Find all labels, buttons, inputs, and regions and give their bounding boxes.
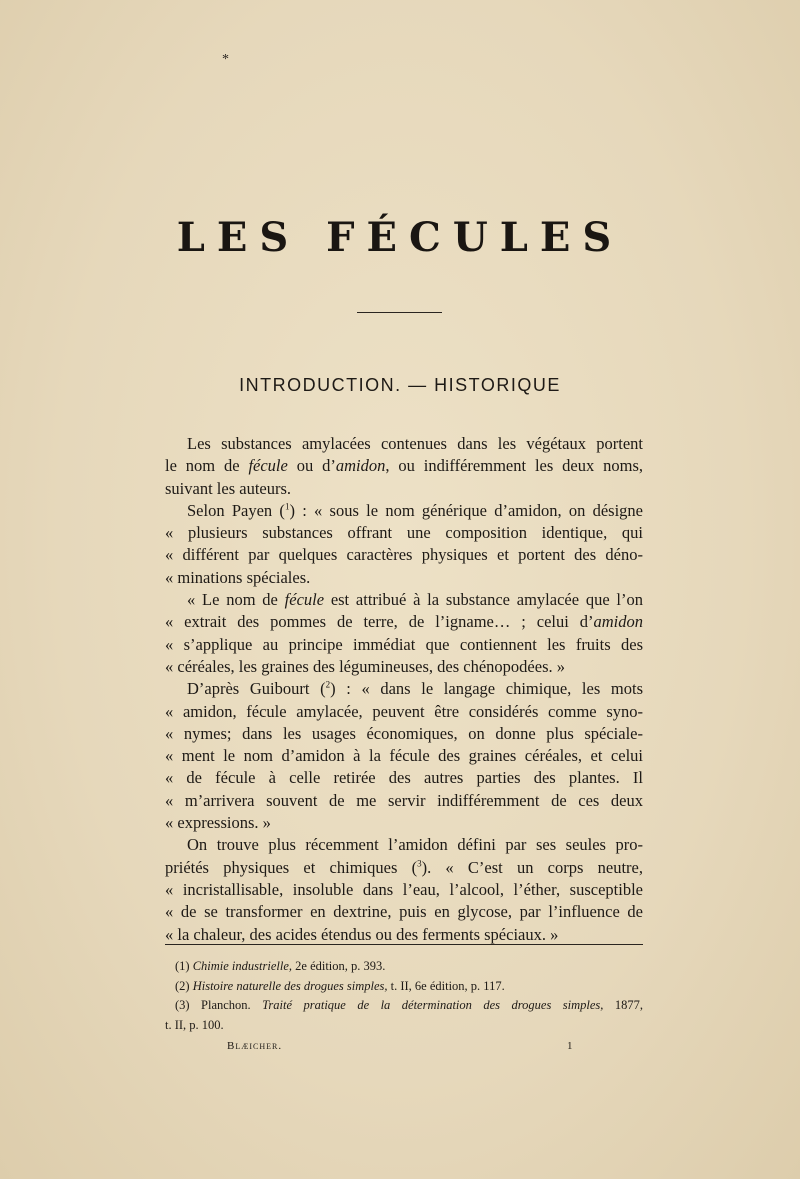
section-heading: INTRODUCTION. — HISTORIQUE [239, 375, 561, 395]
footnote: (2) Histoire naturelle des drogues simples, t. II, 6e édition, p. 117. [175, 978, 505, 993]
text-line: Les substances amylacées contenues dans les végétaux portent [187, 434, 643, 453]
sheet-number: 1 [567, 1040, 573, 1052]
text-line: « incristallisable, insoluble dans l’eau, l’alcool, l’éther, susceptible [165, 879, 643, 899]
text-line: « Le nom de fécule est attribué à la substance amylacée que l’on [187, 590, 644, 610]
text-line: « amidon, fécule amylacée, peuvent être considérés comme syno- [165, 701, 643, 721]
title-rule [357, 312, 442, 313]
text-line: « de fécule à celle retirée des autres parties des plantes. Il [165, 768, 643, 788]
footnote: (1) Chimie industrielle, 2e édition, p. 393. [175, 959, 386, 973]
text-line: « céréales, les graines des légumineuses, des chénopodées. » [165, 656, 565, 676]
text-line: « la chaleur, des acides étendus ou des ferments spéciaux. » [165, 924, 559, 944]
footnote: (3) Planchon. Traité pratique de la détermination des drogues simples, 1877, [175, 998, 643, 1012]
body-text [165, 433, 643, 946]
text-line: « ment le nom d’amidon à la fécule des graines céréales, et celui [165, 746, 643, 766]
text-line: On trouve plus récemment l’amidon défini par ses seules pro- [187, 835, 643, 855]
text-line: Selon Payen ($^1$) : « sous le nom générique d’amidon, on désigne [187, 500, 644, 520]
text-line: « expressions. » [165, 813, 271, 833]
footnote-rule [165, 944, 643, 945]
page-title: LES FÉCULES [176, 214, 624, 261]
printer-mark: * [222, 52, 229, 67]
text-line: « minations spéciales. [165, 567, 311, 587]
footnote-continuation: t. II, p. 100. [165, 1017, 224, 1032]
text-line: « différent par quelques caractères physiques et portent des déno- [165, 545, 643, 565]
text-line: suivant les auteurs. [165, 478, 292, 498]
text-line: « s’applique au principe immédiat que contiennent les fruits des [165, 634, 643, 654]
signature-mark: Blæicher. [227, 1040, 283, 1052]
text-line: « m’arrivera souvent de me servir indifféremment de ces deux [165, 790, 643, 810]
text-line: D’après Guibourt ($^2$) : « dans le langage chimique, les mots [187, 679, 643, 699]
text-line: le nom de fécule ou d’amidon, ou indifféremment les deux noms, [165, 456, 643, 476]
text-line: « de se transformer en dextrine, puis en glycose, par l’influence de [165, 902, 643, 922]
footnotes [165, 957, 643, 1035]
text-line: « nymes; dans les usages économiques, on donne plus spéciale- [165, 723, 643, 743]
text-line: « extrait des pommes de terre, de l’igname… ; celui d’amidon [165, 612, 643, 632]
text-line: priétés physiques et chimiques ($^3$). « C’est un corps neutre, [165, 857, 643, 877]
text-line: « plusieurs substances offrant une composition identique, qui [165, 523, 643, 543]
